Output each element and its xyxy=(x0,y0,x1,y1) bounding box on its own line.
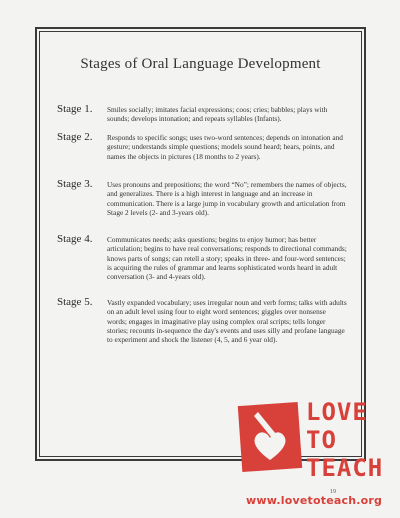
stage-2 xyxy=(57,131,347,161)
stage-description: Vastly expanded vocabulary; uses irregular noun and verb forms; talks with adults on an adult level using four to eight word sentences; giggles over nonsense words; engages in imaginative play using complex oral scripts; tells longer stories; recounts in-sequence the day's events and uses silly and profane language to experiment and shock the listener (4, 5, and 6 year old). xyxy=(107,298,347,345)
logo-word-love: LOVE xyxy=(306,398,368,426)
stage-4 xyxy=(57,233,347,281)
stage-label: Stage 4. xyxy=(57,233,93,245)
stage-label: Stage 3. xyxy=(57,178,93,190)
stage-label: Stage 2. xyxy=(57,131,93,143)
watermark-url: www.lovetoteach.org xyxy=(246,494,383,507)
stage-description: Communicates needs; asks questions; begins to enjoy humor; has better articulation; begins to have real conversations; responds to directional commands; knows parts of songs; can retell a story; speaks in three- and four-word sentences; is acquiring the rules of grammar and learns sophisticated words heard in adult conversation (3- and 4-years old). xyxy=(107,235,347,282)
stage-3 xyxy=(57,178,347,217)
stage-description: Smiles socially; imitates facial expressions; coos; cries; babbles; plays with sounds; develops intonation; and repeats syllables (Infants). xyxy=(107,105,328,124)
logo-word-teach: TEACH xyxy=(306,454,384,482)
logo-word-to: TO xyxy=(306,426,337,454)
stage-label: Stage 5. xyxy=(57,296,93,308)
stage-1 xyxy=(57,103,347,124)
stage-label: Stage 1. xyxy=(57,103,93,115)
stage-description: Responds to specific songs; uses two-word sentences; depends on intonation and gesture; understands simple questions; models sound heard; hears, points, and names the objects in pictures (18 months to 2 years). xyxy=(107,133,343,161)
page-number: 19 xyxy=(330,489,336,495)
stage-5 xyxy=(57,296,347,344)
stage-description: Uses pronouns and prepositions; the word “No”; remembers the names of objects, and generalizes. There is a high interest in language and an increase in communication. There is a large jump in vocabulary growth and articulation from Stage 2 levels (2- and 3-years old). xyxy=(107,180,347,217)
document-title: Stages of Oral Language Development xyxy=(80,56,321,72)
